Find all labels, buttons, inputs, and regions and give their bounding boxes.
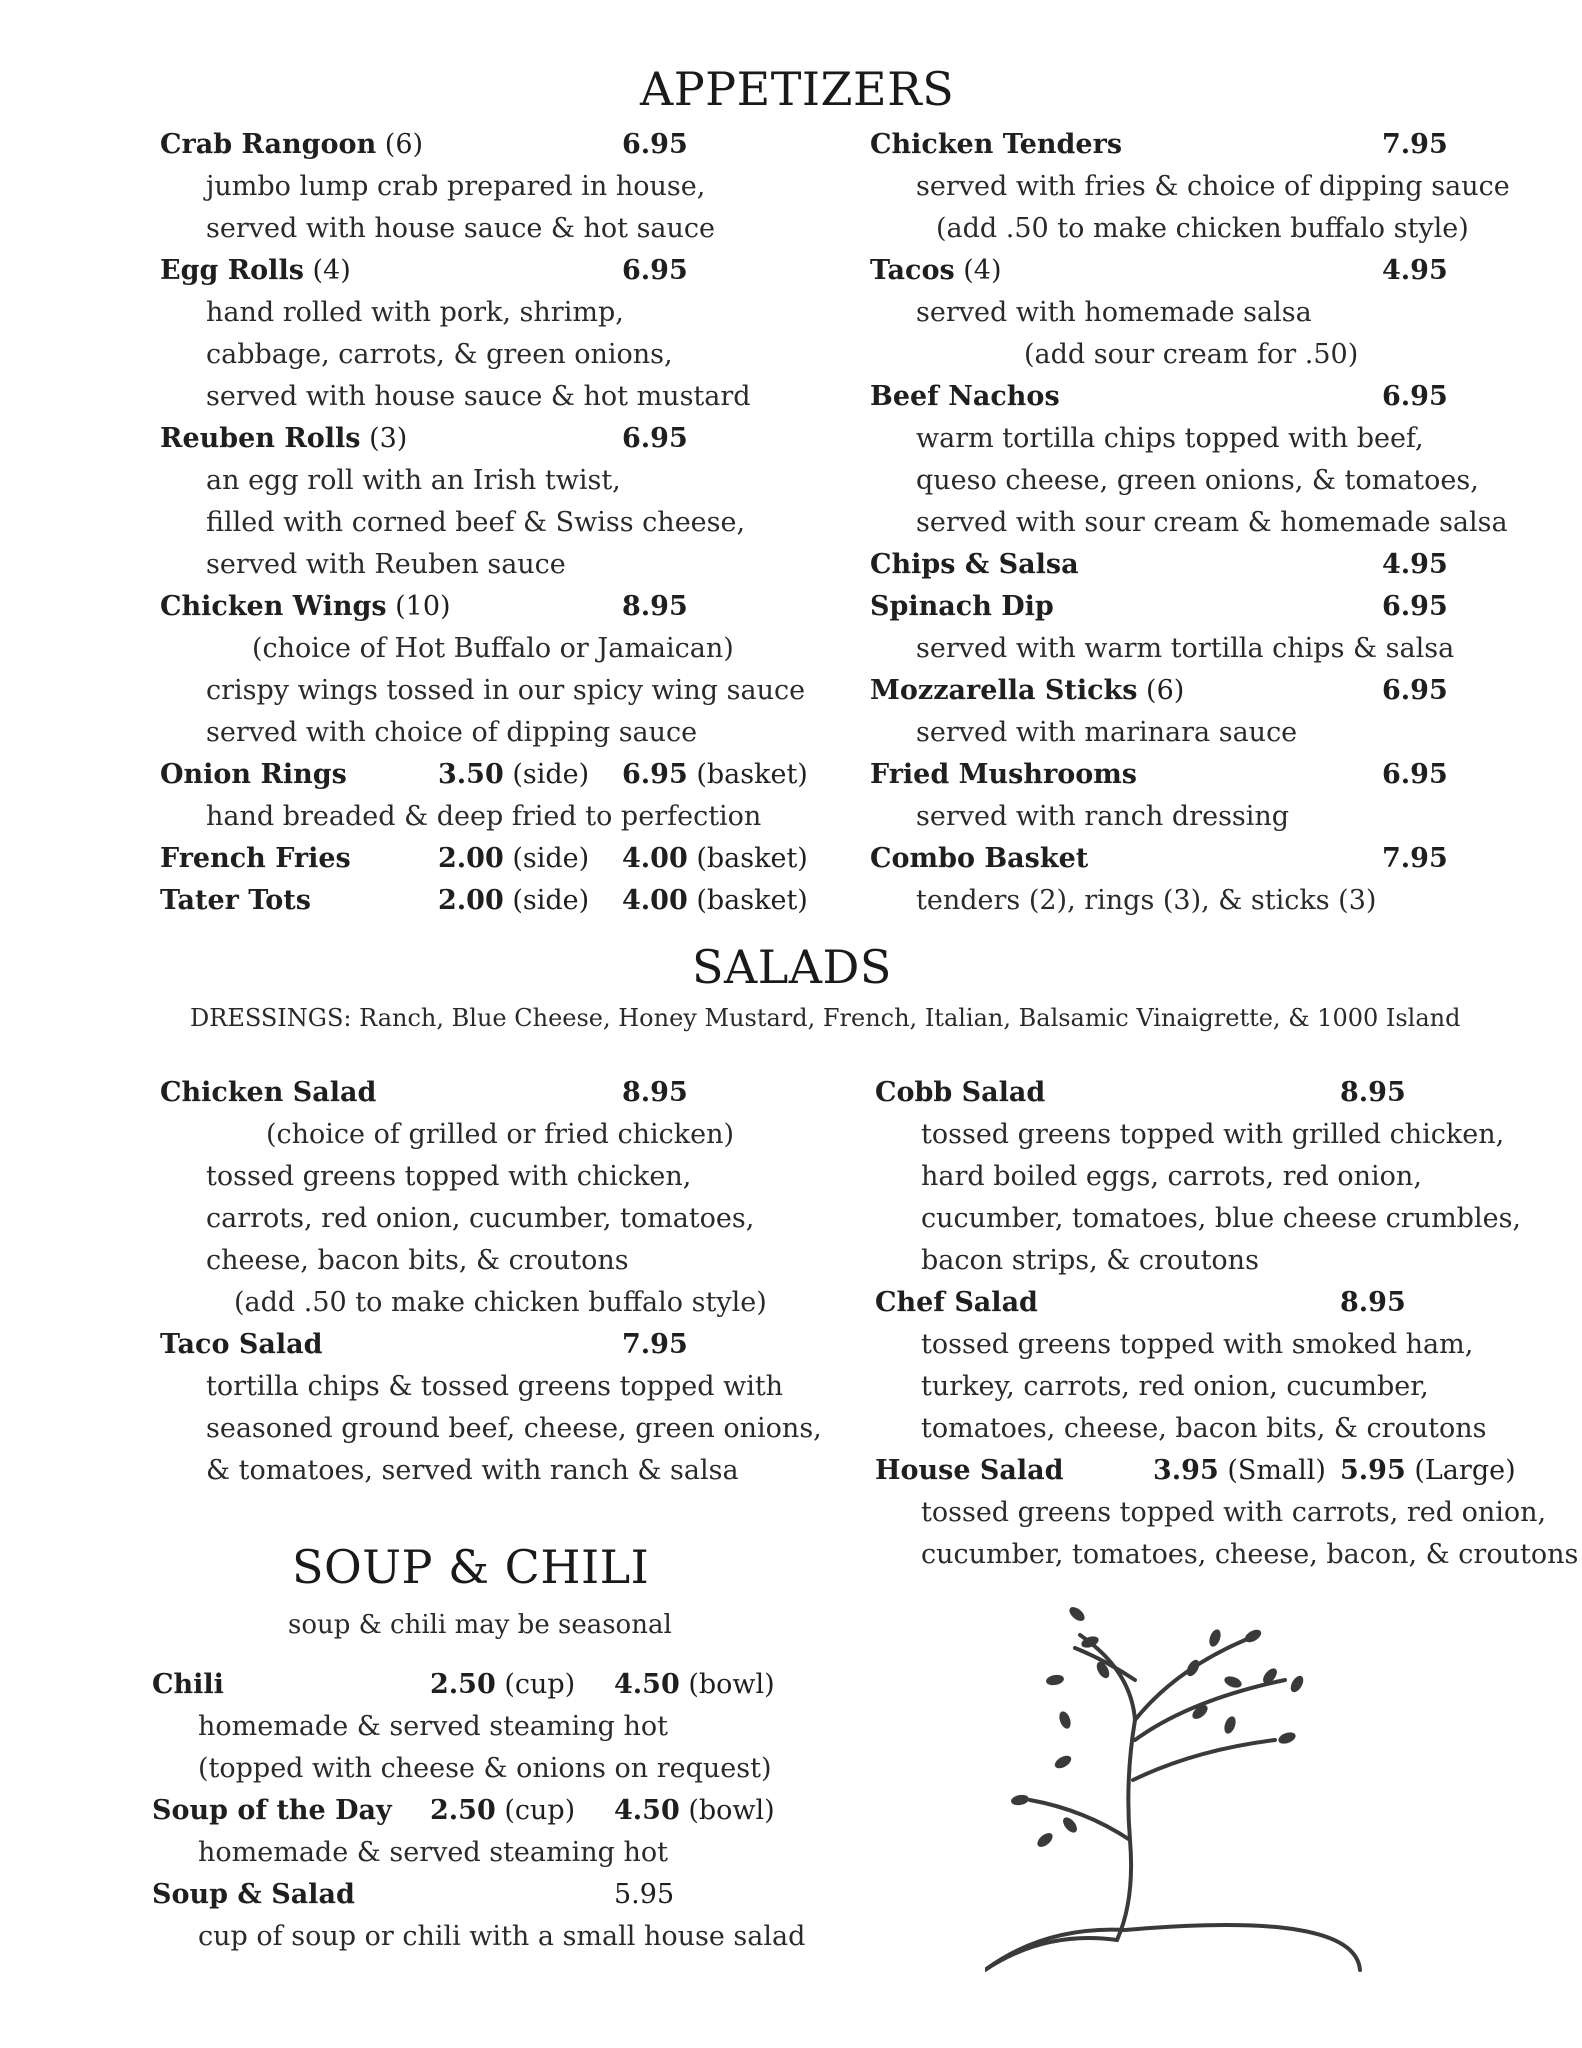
item-name: Chili bbox=[152, 1669, 224, 1700]
small-price: 3.95 bbox=[1153, 1455, 1219, 1486]
item-desc: tossed greens topped with carrots, red onion, bbox=[921, 1497, 1547, 1528]
item-note: (choice of grilled or fried chicken) bbox=[266, 1119, 735, 1150]
item-name: Egg Rolls bbox=[160, 255, 304, 286]
item-price: 8.95 bbox=[1340, 1077, 1406, 1108]
side-price: 2.00 bbox=[438, 885, 504, 916]
tree-branches bbox=[985, 1635, 1360, 1970]
leaf-icon bbox=[1222, 1715, 1238, 1735]
menu-item-crab-rangoon bbox=[160, 124, 810, 250]
menu-item-tacos bbox=[870, 250, 1470, 376]
item-price: 8.95 bbox=[622, 1077, 688, 1108]
menu-item-chicken-tenders bbox=[870, 124, 1510, 250]
item-price: 5.95 bbox=[614, 1879, 675, 1910]
leaf-icon bbox=[1184, 1658, 1202, 1679]
item-desc: warm tortilla chips topped with beef, bbox=[916, 423, 1424, 454]
soup-subtitle: soup & chili may be seasonal bbox=[288, 1610, 672, 1640]
item-desc: served with warm tortilla chips & salsa bbox=[916, 633, 1455, 664]
item-qty: (4) bbox=[303, 255, 351, 286]
item-name: Soup of the Day bbox=[152, 1795, 392, 1826]
item-price: 6.95 bbox=[1382, 759, 1448, 790]
item-price: 6.95 bbox=[1382, 675, 1448, 706]
menu-item-soup-of-the-day bbox=[152, 1790, 802, 1874]
soup-column bbox=[152, 1664, 806, 1958]
menu-item-soup-salad bbox=[152, 1874, 806, 1958]
item-qty: (4) bbox=[954, 255, 1002, 286]
item-desc: served with homemade salsa bbox=[916, 297, 1312, 328]
leaf-icon bbox=[1277, 1730, 1297, 1746]
menu-item-cobb-salad bbox=[875, 1072, 1522, 1282]
item-qty: (6) bbox=[1137, 675, 1185, 706]
basket-price: 6.95 bbox=[622, 759, 688, 790]
side-price: 3.50 bbox=[438, 759, 504, 790]
menu-item-mozzarella-sticks bbox=[870, 670, 1470, 754]
cup-price: 2.50 bbox=[430, 1795, 496, 1826]
item-desc: tortilla chips & tossed greens topped with bbox=[206, 1371, 784, 1402]
item-name: Chicken Tenders bbox=[870, 129, 1123, 160]
item-desc: hand breaded & deep fried to perfection bbox=[206, 801, 762, 832]
item-name: Onion Rings bbox=[160, 759, 347, 790]
menu-item-chili bbox=[152, 1664, 802, 1790]
item-price: 6.95 bbox=[622, 129, 688, 160]
bowl-price: 4.50 bbox=[614, 1795, 680, 1826]
leaf-icon bbox=[1223, 1674, 1243, 1690]
menu-item-french-fries bbox=[160, 838, 810, 880]
item-desc: cabbage, carrots, & green onions, bbox=[206, 339, 673, 370]
item-desc: served with house sauce & hot sauce bbox=[206, 213, 716, 244]
item-price: 4.95 bbox=[1382, 255, 1448, 286]
item-name: Chef Salad bbox=[875, 1287, 1038, 1318]
item-name: Tater Tots bbox=[160, 885, 311, 916]
bowl-price: 4.50 bbox=[614, 1669, 680, 1700]
item-name: Tacos bbox=[870, 255, 955, 286]
item-desc: an egg roll with an Irish twist, bbox=[206, 465, 621, 496]
item-qty: (6) bbox=[376, 129, 424, 160]
item-desc: crispy wings tossed in our spicy wing sauce bbox=[206, 675, 806, 706]
large-price: 5.95 bbox=[1340, 1455, 1406, 1486]
item-desc: tossed greens topped with chicken, bbox=[206, 1161, 692, 1192]
item-desc: served with choice of dipping sauce bbox=[206, 717, 698, 748]
item-name: Cobb Salad bbox=[875, 1077, 1046, 1108]
leaf-icon bbox=[1207, 1628, 1223, 1648]
cup-label: (cup) bbox=[495, 1795, 576, 1826]
dressings-list: DRESSINGS: Ranch, Blue Cheese, Honey Mustard, French, Italian, Balsamic Vinaigrette, & 1000 Island bbox=[190, 1004, 1461, 1032]
side-label: (side) bbox=[503, 759, 590, 790]
item-desc: bacon strips, & croutons bbox=[921, 1245, 1259, 1276]
leaf-icon bbox=[1053, 1753, 1074, 1771]
item-name: Taco Salad bbox=[160, 1329, 323, 1360]
item-name: Mozzarella Sticks bbox=[870, 675, 1138, 706]
item-desc: served with marinara sauce bbox=[916, 717, 1298, 748]
item-desc: homemade & served steaming hot bbox=[198, 1711, 668, 1742]
side-price: 2.00 bbox=[438, 843, 504, 874]
item-qty: (10) bbox=[386, 591, 451, 622]
appetizers-title: APPETIZERS bbox=[640, 62, 955, 116]
item-desc: turkey, carrots, red onion, cucumber, bbox=[921, 1371, 1429, 1402]
item-desc: homemade & served steaming hot bbox=[198, 1837, 668, 1868]
item-name: French Fries bbox=[160, 843, 351, 874]
item-name: House Salad bbox=[875, 1455, 1064, 1486]
item-name: Reuben Rolls bbox=[160, 423, 361, 454]
basket-price: 4.00 bbox=[622, 843, 688, 874]
item-desc: hand rolled with pork, shrimp, bbox=[206, 297, 624, 328]
item-name: Crab Rangoon bbox=[160, 129, 377, 160]
menu-item-chef-salad bbox=[875, 1282, 1515, 1450]
item-desc: served with fries & choice of dipping sauce bbox=[916, 171, 1510, 202]
item-price: 6.95 bbox=[1382, 591, 1448, 622]
menu-item-tater-tots bbox=[160, 880, 810, 922]
item-note: (add .50 to make chicken buffalo style) bbox=[234, 1287, 767, 1318]
item-name: Combo Basket bbox=[870, 843, 1089, 874]
item-price: 6.95 bbox=[622, 423, 688, 454]
small-label: (Small) bbox=[1218, 1455, 1326, 1486]
menu-item-chips-salsa bbox=[870, 544, 1470, 586]
item-price: 6.95 bbox=[622, 255, 688, 286]
item-note: (add sour cream for .50) bbox=[1024, 339, 1359, 370]
item-desc: cheese, bacon bits, & croutons bbox=[206, 1245, 629, 1276]
menu-item-combo-basket bbox=[870, 838, 1470, 922]
salads-title: SALADS bbox=[692, 940, 892, 994]
salads-left-column bbox=[160, 1072, 822, 1492]
item-price: 7.95 bbox=[1382, 129, 1448, 160]
basket-label: (basket) bbox=[687, 885, 808, 916]
menu-item-reuben-rolls bbox=[160, 418, 810, 586]
cup-label: (cup) bbox=[495, 1669, 576, 1700]
leaf-icon bbox=[1057, 1710, 1073, 1730]
item-name: Fried Mushrooms bbox=[870, 759, 1137, 790]
item-price: 7.95 bbox=[622, 1329, 688, 1360]
item-desc: served with Reuben sauce bbox=[206, 549, 566, 580]
menu-item-beef-nachos bbox=[870, 376, 1508, 544]
item-note: (add .50 to make chicken buffalo style) bbox=[936, 213, 1469, 244]
leaf-icon bbox=[1045, 1674, 1064, 1687]
item-name: Soup & Salad bbox=[152, 1879, 355, 1910]
leaf-icon bbox=[1243, 1627, 1264, 1645]
item-desc: filled with corned beef & Swiss cheese, bbox=[206, 507, 746, 538]
item-desc: & tomatoes, served with ranch & salsa bbox=[206, 1455, 739, 1486]
item-desc: tenders (2), rings (3), & sticks (3) bbox=[916, 885, 1377, 916]
leaf-icon bbox=[1060, 1815, 1079, 1835]
basket-label: (basket) bbox=[687, 759, 808, 790]
appetizers-left-column bbox=[160, 124, 810, 922]
leaf-icon bbox=[1288, 1674, 1306, 1695]
appetizers-right-column bbox=[870, 124, 1510, 922]
item-desc: queso cheese, green onions, & tomatoes, bbox=[916, 465, 1479, 496]
item-desc: tossed greens topped with smoked ham, bbox=[921, 1329, 1474, 1360]
item-price: 6.95 bbox=[1382, 381, 1448, 412]
menu-item-spinach-dip bbox=[870, 586, 1470, 670]
menu-item-taco-salad bbox=[160, 1324, 822, 1492]
menu-item-chicken-wings bbox=[160, 586, 810, 754]
bowl-label: (bowl) bbox=[679, 1669, 775, 1700]
item-desc: hard boiled eggs, carrots, red onion, bbox=[921, 1161, 1422, 1192]
basket-label: (basket) bbox=[687, 843, 808, 874]
basket-price: 4.00 bbox=[622, 885, 688, 916]
leaf-icon bbox=[1010, 1794, 1029, 1807]
tree-illustration bbox=[985, 1600, 1385, 1980]
menu-item-egg-rolls bbox=[160, 250, 810, 418]
item-name: Spinach Dip bbox=[870, 591, 1054, 622]
bowl-label: (bowl) bbox=[679, 1795, 775, 1826]
menu-item-chicken-salad bbox=[160, 1072, 810, 1324]
item-note: (choice of Hot Buffalo or Jamaican) bbox=[252, 633, 734, 664]
item-name: Beef Nachos bbox=[870, 381, 1060, 412]
soup-title: SOUP & CHILI bbox=[292, 1540, 650, 1594]
item-desc: seasoned ground beef, cheese, green onions, bbox=[206, 1413, 822, 1444]
salads-right-column bbox=[875, 1072, 1579, 1576]
item-desc: served with ranch dressing bbox=[916, 801, 1290, 832]
item-desc: tossed greens topped with grilled chicken, bbox=[921, 1119, 1505, 1150]
item-desc: carrots, red onion, cucumber, tomatoes, bbox=[206, 1203, 755, 1234]
item-name: Chicken Wings bbox=[160, 591, 387, 622]
item-qty: (3) bbox=[360, 423, 408, 454]
menu-item-onion-rings bbox=[160, 754, 810, 838]
item-price: 7.95 bbox=[1382, 843, 1448, 874]
item-desc: served with house sauce & hot mustard bbox=[206, 381, 751, 412]
menu-item-house-salad bbox=[875, 1450, 1579, 1576]
item-name: Chicken Salad bbox=[160, 1077, 377, 1108]
item-name: Chips & Salsa bbox=[870, 549, 1079, 580]
item-desc: cucumber, tomatoes, blue cheese crumbles, bbox=[921, 1203, 1522, 1234]
large-label: (Large) bbox=[1405, 1455, 1516, 1486]
item-desc: tomatoes, cheese, bacon bits, & croutons bbox=[921, 1413, 1487, 1444]
menu-item-fried-mushrooms bbox=[870, 754, 1470, 838]
leaf-icon bbox=[1035, 1830, 1055, 1849]
cup-price: 2.50 bbox=[430, 1669, 496, 1700]
item-desc: (topped with cheese & onions on request) bbox=[198, 1753, 772, 1784]
side-label: (side) bbox=[503, 885, 590, 916]
side-label: (side) bbox=[503, 843, 590, 874]
item-desc: served with sour cream & homemade salsa bbox=[916, 507, 1508, 538]
item-price: 4.95 bbox=[1382, 549, 1448, 580]
item-desc: cucumber, tomatoes, cheese, bacon, & croutons bbox=[921, 1539, 1579, 1570]
item-price: 8.95 bbox=[1340, 1287, 1406, 1318]
leaf-icon bbox=[1067, 1604, 1087, 1623]
item-desc: cup of soup or chili with a small house salad bbox=[198, 1921, 806, 1952]
item-price: 8.95 bbox=[622, 591, 688, 622]
item-desc: jumbo lump crab prepared in house, bbox=[206, 171, 706, 202]
